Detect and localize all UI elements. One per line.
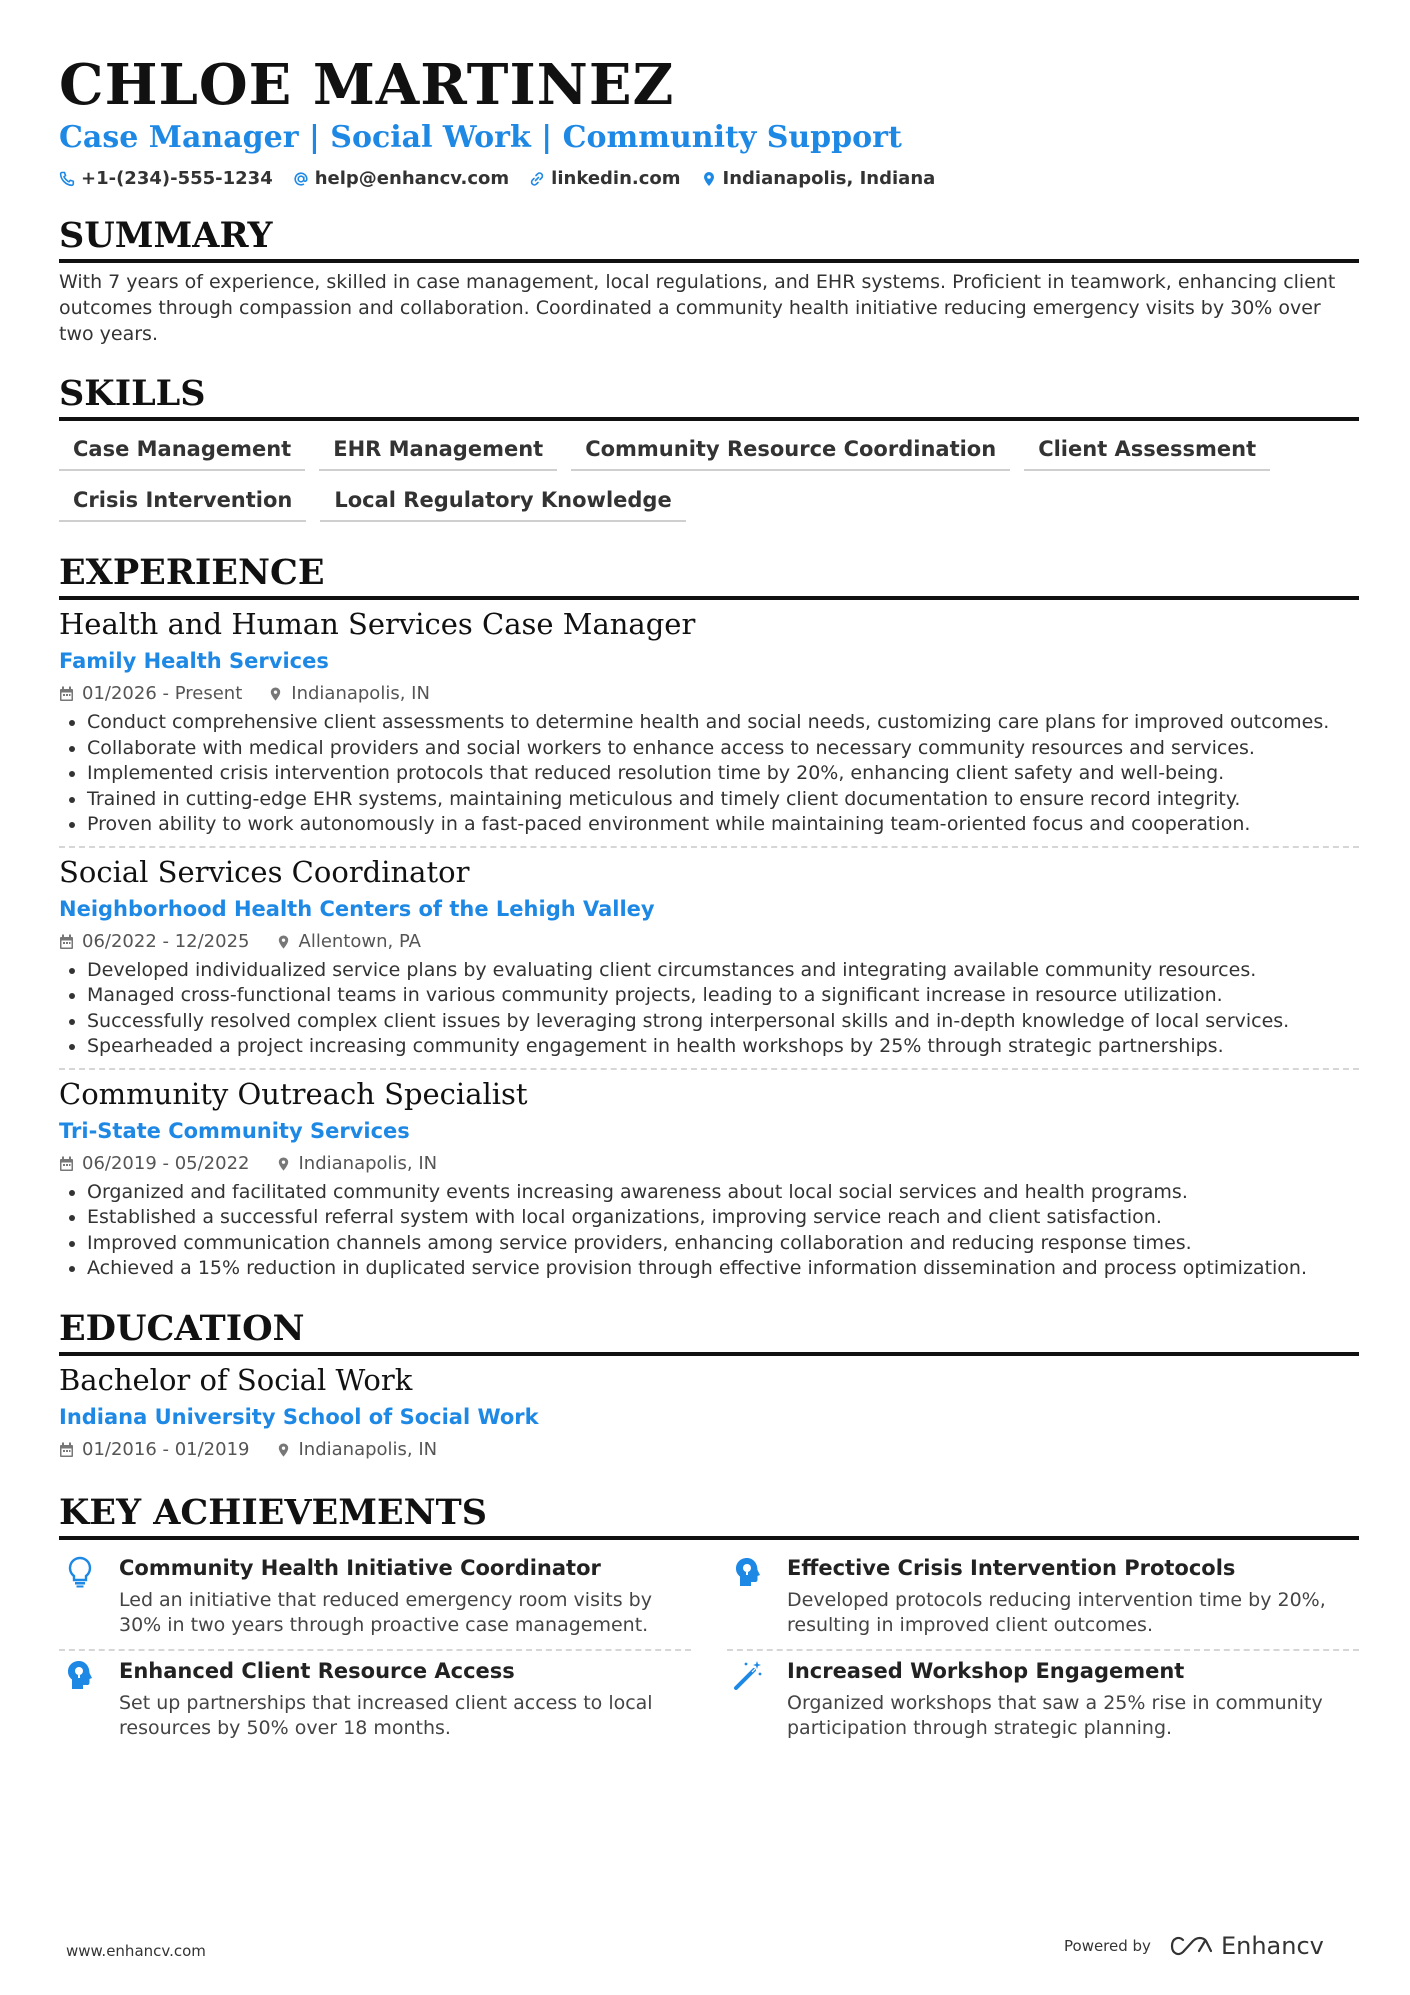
job-entry (59, 1074, 1359, 1290)
contact-location (701, 168, 936, 189)
skills-section (59, 373, 1359, 522)
bullet-item: • Implemented crisis intervention protocols that reduced resolution time by 20%, enhancing client safety and well-being. (87, 761, 1359, 787)
achievement-title: Enhanced Client Resource Access (119, 1658, 515, 1683)
bullet-item: • Trained in cutting-edge EHR systems, maintaining meticulous and timely client documentation to ensure record integrity. (87, 787, 1359, 813)
contact-phone[interactable] (59, 168, 273, 189)
achievement-item (59, 1548, 691, 1651)
contact-email-text: help@enhancv.com (314, 168, 510, 189)
education-entry (59, 1360, 1359, 1470)
contact-email[interactable] (293, 168, 509, 189)
job-title: Health and Human Services Case Manager (59, 607, 696, 641)
job-location: Indianapolis, IN (291, 683, 430, 704)
magic-wand-icon (733, 1659, 763, 1691)
calendar-icon (59, 1442, 74, 1458)
achievements-grid (59, 1548, 1359, 1752)
contact-bar (59, 168, 1359, 189)
head-idea-icon (65, 1659, 95, 1691)
location-pin-icon (276, 1442, 291, 1458)
education-location: Indianapolis, IN (298, 1438, 438, 1460)
bullet-item: • Achieved a 15% reduction in duplicated service provision through effective information dissemination and process optimization. (87, 1256, 1359, 1282)
footer-branding (1064, 1932, 1324, 1960)
location-pin-icon (701, 171, 717, 187)
skill-tag: Crisis Intervention (59, 484, 306, 522)
education-dates: 01/2016 - 01/2019 (82, 1438, 250, 1460)
achievement-item (59, 1651, 691, 1752)
education-title: EDUCATION (59, 1308, 1359, 1356)
achievements-title: KEY ACHIEVEMENTS (59, 1492, 1359, 1540)
achievement-item (727, 1548, 1359, 1651)
job-location: Indianapolis, IN (298, 1152, 438, 1174)
job-dates: 01/2026 - Present (82, 683, 243, 704)
contact-linkedin[interactable] (529, 168, 680, 189)
bullet-item: • Established a successful referral system with local organizations, improving service reach and client satisfaction. (87, 1205, 1359, 1231)
achievement-item (727, 1651, 1359, 1752)
bullet-item: • Spearheaded a project increasing community engagement in health workshops by 25% through strategic partnerships. (87, 1034, 1359, 1060)
experience-title: EXPERIENCE (59, 552, 1359, 600)
skill-tag: Local Regulatory Knowledge (320, 484, 685, 522)
bullet-item: • Organized and facilitated community events increasing awareness about local social services and health programs. (87, 1180, 1359, 1206)
summary-title: SUMMARY (59, 215, 1359, 263)
job-entry (59, 852, 1359, 1070)
location-pin-icon (276, 1156, 291, 1172)
company-name: Neighborhood Health Centers of the Lehigh Valley (59, 896, 655, 921)
summary-section (59, 215, 1359, 347)
head-idea-icon (733, 1556, 763, 1588)
headline: Case Manager | Social Work | Community Support (59, 120, 902, 155)
job-bullets (59, 958, 1359, 1060)
skills-list (59, 433, 1359, 522)
powered-by-label: Powered by (1064, 1937, 1151, 1955)
achievement-title: Community Health Initiative Coordinator (119, 1555, 601, 1580)
bullet-item: • Managed cross-functional teams in various community projects, leading to a significant increase in resource utilization. (87, 983, 1359, 1009)
location-pin-icon (276, 934, 291, 950)
company-name: Family Health Services (59, 649, 329, 673)
skill-tag: Community Resource Coordination (571, 433, 1010, 471)
skills-title: SKILLS (59, 373, 1359, 421)
calendar-icon (59, 686, 74, 702)
bullet-item: • Improved communication channels among service providers, enhancing collaboration and reducing response times. (87, 1231, 1359, 1257)
degree-title: Bachelor of Social Work (59, 1362, 413, 1397)
job-title: Social Services Coordinator (59, 854, 470, 889)
education-section (59, 1308, 1359, 1470)
enhancv-brand[interactable] (1169, 1932, 1324, 1960)
footer-website[interactable]: www.enhancv.com (66, 1942, 206, 1960)
achievement-desc: Developed protocols reducing intervention time by 20%, resulting in improved client outcomes. (787, 1588, 1326, 1636)
link-icon (529, 171, 545, 187)
bullet-item: • Proven ability to work autonomously in a fast-paced environment while maintaining team-oriented focus and cooperation. (87, 812, 1359, 838)
education-meta (59, 1438, 1359, 1462)
bullet-item: • Developed individualized service plans by evaluating client circumstances and integrating available community resources. (87, 958, 1359, 984)
achievement-desc: Organized workshops that saw a 25% rise in community participation through strategic planning. (787, 1691, 1323, 1739)
job-dates: 06/2022 - 12/2025 (82, 930, 250, 952)
company-name: Tri-State Community Services (59, 1118, 410, 1143)
achievement-desc: Led an initiative that reduced emergency room visits by 30% in two years through proactive case management. (119, 1588, 652, 1636)
resume-page (59, 50, 1359, 1752)
skill-tag: Client Assessment (1024, 433, 1270, 471)
brand-name: Enhancv (1220, 1932, 1324, 1960)
school-name: Indiana University School of Social Work (59, 1404, 539, 1429)
experience-section (59, 552, 1359, 1290)
contact-phone-text: +1-(234)-555-1234 (81, 168, 273, 189)
summary-text: With 7 years of experience, skilled in case management, local regulations, and EHR systems. Proficient in teamwork, enhancing client outcomes through compassion and collaboration. Coordinated a community health initiative reducing emergency visits by 30% over two years. (59, 271, 1336, 345)
achievement-title: Increased Workshop Engagement (787, 1658, 1185, 1683)
location-pin-icon (268, 686, 283, 702)
job-title: Community Outreach Specialist (59, 1076, 528, 1111)
bullet-item: • Collaborate with medical providers and social workers to enhance access to necessary community resources and services. (87, 736, 1359, 762)
job-entry (59, 604, 1359, 848)
lightbulb-icon (65, 1556, 95, 1588)
achievements-section (59, 1492, 1359, 1752)
job-meta (59, 682, 1359, 706)
job-dates: 06/2019 - 05/2022 (82, 1152, 250, 1174)
job-meta (59, 1152, 1359, 1176)
calendar-icon (59, 934, 74, 950)
at-icon (293, 171, 309, 187)
job-bullets (59, 1180, 1359, 1282)
enhancv-logo-icon (1169, 1935, 1213, 1957)
phone-icon (59, 171, 75, 187)
calendar-icon (59, 1156, 74, 1172)
job-bullets (59, 710, 1359, 838)
skill-tag: Case Management (59, 433, 305, 471)
contact-location-text: Indianapolis, Indiana (722, 168, 936, 189)
achievement-title: Effective Crisis Intervention Protocols (787, 1555, 1236, 1580)
achievement-desc: Set up partnerships that increased client access to local resources by 50% over 18 months. (119, 1691, 653, 1739)
job-location: Allentown, PA (298, 930, 421, 952)
candidate-name: CHLOE MARTINEZ (59, 52, 675, 118)
bullet-item: • Conduct comprehensive client assessments to determine health and social needs, customizing care plans for improved outcomes. (87, 710, 1359, 736)
job-meta (59, 930, 1359, 954)
bullet-item: • Successfully resolved complex client issues by leveraging strong interpersonal skills and in-depth knowledge of local services. (87, 1009, 1359, 1035)
skill-tag: EHR Management (319, 433, 557, 471)
contact-linkedin-text: linkedin.com (551, 168, 681, 189)
